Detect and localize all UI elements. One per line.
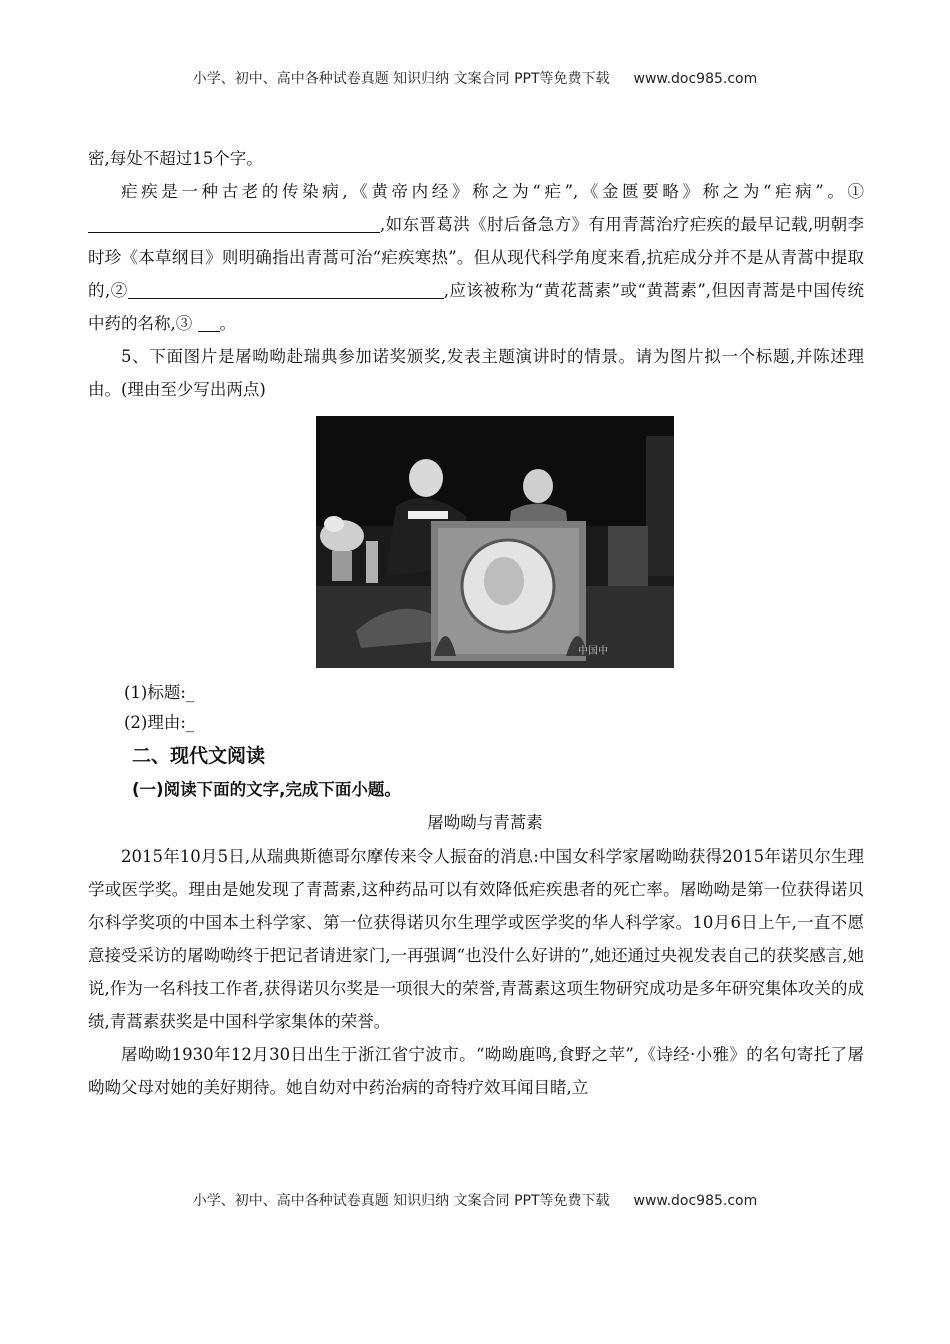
award-ceremony-photo: [316, 416, 674, 668]
header-text: 小学、初中、高中各种试卷真题 知识归纳 文案合同 PPT等免费下载: [192, 71, 610, 87]
blank-marker-3: ③: [175, 314, 193, 333]
section-heading: 二、现代文阅读: [132, 745, 266, 767]
subsection-heading: (一)阅读下面的文字,完成下面小题。: [132, 780, 401, 799]
answer-blank-1[interactable]: [88, 212, 380, 233]
page-footer: [0, 1190, 950, 1210]
blank-marker-1: ①: [847, 182, 864, 201]
article-title: 屠呦呦与青蒿素: [427, 813, 543, 832]
document-body: [88, 142, 864, 1104]
footer-site: www.doc985.com: [633, 1193, 758, 1209]
q4-text-b: ,如东晋葛洪《肘后备急方》有用青蒿治疗疟疾的最早记载,明朝李时珍《本草纲目》则明确指出青蒿可治“疟疾寒热”。但从现代科学角度来看,抗疟成分并不是从青蒿中提取的,: [88, 215, 864, 300]
answer-title[interactable]: (1)标题:_: [124, 683, 195, 702]
article-paragraph-1: 2015年10月5日,从瑞典斯德哥尔摩传来令人振奋的消息:中国女科学家屠呦呦获得2015年诺贝尔生理学或医学奖。理由是她发现了青蒿素,这种药品可以有效降低疟疾患者的死亡率。屠呦呦是第一位获得诺贝尔科学奖项的中国本土科学家、第一位获得诺贝尔生理学或医学奖的华人科学家。10月6日上午,一直不愿意接受采访的屠呦呦终于把记者请进家门,一再强调“也没什么好讲的”,她还通过央视发表自己的获奖感言,她说,作为一名科技工作者,获得诺贝尔奖是一项很大的荣誉,青蒿素这项生物研究成功是多年研究集体攻关的成绩,青蒿素获奖是中国科学家集体的荣誉。: [88, 847, 864, 1031]
q4-passage: [88, 175, 864, 340]
footer-text: 小学、初中、高中各种试卷真题 知识归纳 文案合同 PPT等免费下载: [192, 1193, 610, 1209]
q4-continuation: 密,每处不超过15个字。: [88, 149, 263, 168]
photo-watermark: 中国中: [578, 646, 608, 657]
blank-marker-2: ②: [110, 281, 128, 300]
q5-question: 5、下面图片是屠呦呦赴瑞典参加诺奖颁奖,发表主题演讲时的情景。请为图片拟一个标题,并陈述理由。(理由至少写出两点): [88, 347, 864, 399]
q4-text-d: 。: [219, 314, 236, 333]
answer-blank-2[interactable]: [128, 278, 444, 299]
q4-text-c: ,应该被称为“黄花蒿素”或“黄蒿素”,但因青蒿是中国传统中药的名称,: [88, 281, 865, 333]
page-header: [0, 68, 950, 88]
answer-reason[interactable]: (2)理由:_: [124, 713, 195, 732]
article-paragraph-2: 屠呦呦1930年12月30日出生于浙江省宁波市。“呦呦鹿鸣,食野之苹”,《诗经·小雅》的名句寄托了屠呦呦父母对她的美好期待。她自幼对中药治病的奇特疗效耳闻目睹,立: [88, 1045, 864, 1097]
q4-text-a: 疟疾是一种古老的传染病,《黄帝内经》称之为“疟”,《金匮要略》称之为“疟病”。: [121, 182, 848, 201]
answer-blank-3[interactable]: [198, 311, 220, 332]
photo-illustration: [316, 416, 674, 668]
header-site: www.doc985.com: [633, 71, 758, 87]
